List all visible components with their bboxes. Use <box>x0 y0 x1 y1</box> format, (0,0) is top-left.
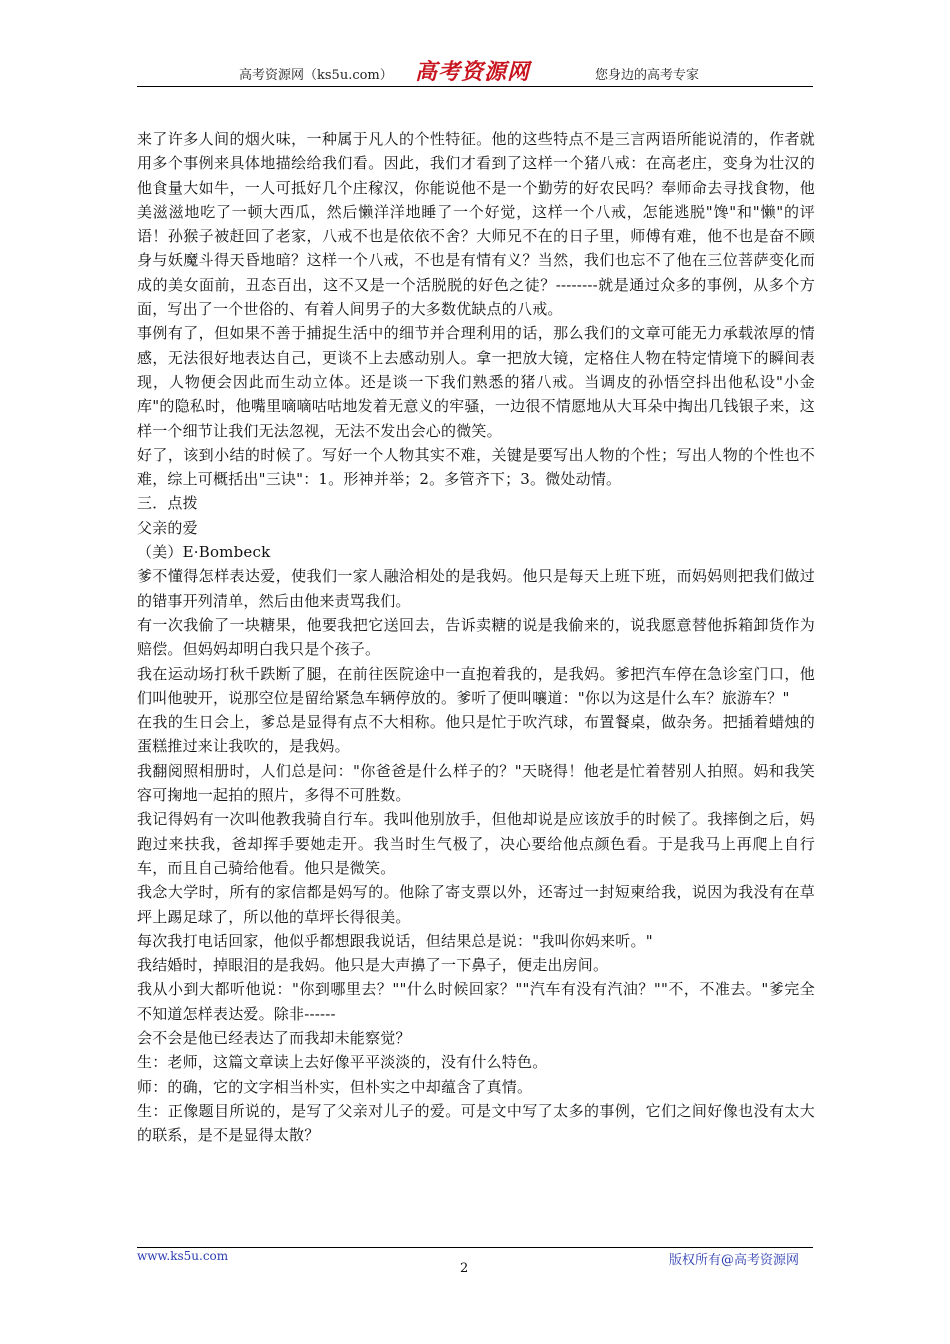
paragraph: 我记得妈有一次叫他教我骑自行车。我叫他别放手，但他却说是应该放手的时候了。我摔倒之后，妈跑过来扶我，爸却挥手要她走开。我当时生气极了，决心要给他点颜色看。于是我马上再爬上自行车，而且自己骑给他看。他只是微笑。 <box>137 810 815 877</box>
footer-website-link[interactable]: www.ks5u.com <box>137 1249 229 1263</box>
document-body <box>137 127 815 1147</box>
section-heading: 三．点拨 <box>137 494 198 513</box>
page-number: 2 <box>460 1261 469 1276</box>
paragraph: 在我的生日会上，爹总是显得有点不大相称。他只是忙于吹汽球，布置餐桌，做杂务。把插着蜡烛的蛋糕推过来让我吹的，是我妈。 <box>137 713 815 756</box>
paragraph: 事例有了，但如果不善于捕捉生活中的细节并合理利用的话，那么我们的文章可能无力承载浓厚的情感，无法很好地表达自己，更谈不上去感动别人。拿一把放大镜，定格住人物在特定情境下的瞬间表现，人物便会因此而生动立体。还是谈一下我们熟悉的猪八戒。当调皮的孙悟空抖出他私设"小金库"的隐私时，他嘴里嘀嘀咕咕地发着无意义的牢骚，一边很不情愿地从大耳朵中掏出几钱银子来，这样一个细节让我们无法忽视，无法不发出会心的微笑。 <box>137 324 815 440</box>
dialogue-line: 师：的确，它的文字相当朴实，但朴实之中却蕴含了真情。 <box>137 1077 533 1096</box>
paragraph: 有一次我偷了一块糖果，他要我把它送回去，告诉卖糖的说是我偷来的，说我愿意替他拆箱卸货作为赔偿。但妈妈却明白我只是个孩子。 <box>137 615 815 659</box>
footer-divider <box>137 1247 813 1248</box>
header-logo: 高考资源网 <box>415 59 531 85</box>
paragraph: 每次我打电话回家，他似乎都想跟我说话，但结果总是说："我叫你妈来听。" <box>137 931 653 950</box>
paragraph: 来了许多人间的烟火味，一种属于凡人的个性特征。他的这些特点不是三言两语所能说清的，作者就用多个事例来具体地描绘给我们看。因此，我们才看到了这样一个猪八戒：在高老庄，变身为壮汉的他食量大如牛，一人可抵好几个庄稼汉，你能说他不是一个勤劳的好农民吗？奉师命去寻找食物，他美滋滋地吃了一顿大西瓜，然后懒洋洋地睡了一个好觉，这样一个八戒，怎能逃脱"馋"和"懒"的评语！孙猴子被赶回了老家，八戒不也是依依不舍？大师兄不在的日子里，师傅有难，他不也是奋不顾身与妖魔斗得天昏地暗？这样一个八戒，不也是有情有义？当然，我们也忘不了他在三位菩萨变化而成的美女面前，丑态百出，这不又是一个活脱脱的好色之徒？--------就是通过众多的事例，从多个方面，写出了一个世俗的、有着人间男子的大多数优缺点的八戒。 <box>137 130 815 319</box>
paragraph: 我念大学时，所有的家信都是妈写的。他除了寄支票以外，还寄过一封短柬给我，说因为我没有在草坪上踢足球了，所以他的草坪长得很美。 <box>137 883 815 926</box>
header-divider <box>137 86 813 87</box>
article-author: （美）E·Bombeck <box>137 543 271 562</box>
article-title: 父亲的爱 <box>137 518 198 537</box>
paragraph: 我从小到大都听他说："你到哪里去？""什么时候回家？""汽车有没有汽油？""不，不准去。"爹完全不知道怎样表达爱。除非------ <box>137 980 815 1023</box>
footer-copyright: 版权所有@高考资源网 <box>669 1253 800 1268</box>
paragraph: 我在运动场打秋千跌断了腿，在前往医院途中一直抱着我的，是我妈。爹把汽车停在急诊室门口，他们叫他驶开，说那空位是留给紧急车辆停放的。爹听了便叫嚷道："你以为这是什么车？旅游车？" <box>137 664 815 707</box>
paragraph: 会不会是他已经表达了而我却未能察觉？ <box>137 1028 411 1047</box>
dialogue-line: 生：正像题目所说的，是写了父亲对儿子的爱。可是文中写了太多的事例，它们之间好像也没有太大的联系，是不是显得太散？ <box>137 1101 815 1145</box>
header-site-name: 高考资源网（ks5u.com） <box>239 68 393 83</box>
dialogue-line: 生：老师，这篇文章读上去好像平平淡淡的，没有什么特色。 <box>137 1053 548 1072</box>
paragraph: 我翻阅照相册时，人们总是问："你爸爸是什么样子的？"天晓得！他老是忙着替别人拍照。妈和我笑容可掬地一起拍的照片，多得不可胜数。 <box>137 761 815 805</box>
header-slogan: 您身边的高考专家 <box>595 68 700 83</box>
paragraph: 好了，该到小结的时候了。写好一个人物其实不难，关键是要写出人物的个性；写出人物的个性也不难，综上可概括出"三诀"：1。形神并举；2。多管齐下；3。微处动情。 <box>137 445 815 489</box>
paragraph: 爹不懂得怎样表达爱，使我们一家人融洽相处的是我妈。他只是每天上班下班，而妈妈则把我们做过的错事开列清单，然后由他来责骂我们。 <box>137 567 815 610</box>
paragraph: 我结婚时，掉眼泪的是我妈。他只是大声擤了一下鼻子，便走出房间。 <box>137 956 609 975</box>
page-header <box>137 60 813 88</box>
